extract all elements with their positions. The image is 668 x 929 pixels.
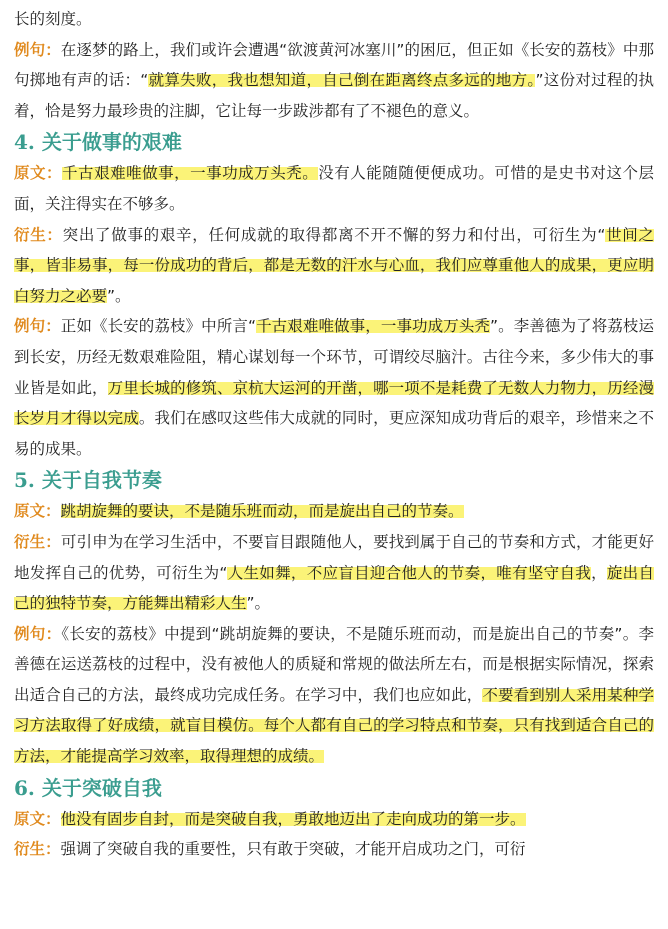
label-tag: 衍生： [14,225,63,244]
body-text: ”。李善德为了将荔枝运到长安，历经无数艰难险阻，精心谋划每一个环节，可谓绞尽脑汁。古往今来，多少伟大的事业皆是如此， [14,317,654,397]
body-text: 《长安的荔枝》中提到“跳胡旋舞的要诀，不是随乐班而动，而是旋出自己的节奏”。李善德在运送荔枝的过程中，没有被他人的质疑和常规的做法所左右，而是根据实际情况，探索出适合自己的方法，最终成功完成任务。在学习中，我们也应如此， [14,624,654,704]
paragraph [14,527,654,619]
body-text: 长的刻度。 [14,10,92,28]
highlighted-text: 不要看到别人采用某种学习方法取得了好成绩，就盲目模仿。 [14,685,654,735]
paragraph [14,158,654,219]
paragraph [14,4,654,35]
label-tag: 原文： [14,809,61,828]
body-text: 正如《长安的荔枝》中所言“ [60,317,256,336]
label-tag: 衍生： [14,840,61,859]
highlighted-text: 旋出自己的独特节奏，方能舞出精彩人生 [14,563,654,613]
label-tag: 原文： [14,164,63,183]
body-text: 突出了做事的艰辛，任何成就的取得都离不开不懈的努力和付出，可衍生为“ [62,225,606,244]
section-heading: 5. 关于自我节奏 [14,468,162,493]
highlighted-text: 人生如舞，不应盲目迎合他人的节奏，唯有坚守自我 [227,563,592,582]
label-tag: 例句： [14,40,61,59]
highlighted-text: 千古艰难唯做事，一事功成万头秃。 [62,164,319,183]
label-tag: 例句： [14,624,62,643]
highlighted-text: 他没有固步自封，而是突破自我，勇敢地迈出了走向成功的第一步。 [60,809,526,828]
highlighted-text: 就算失败，我也想知道，自己倒在距离终点多远的地方。 [148,71,536,90]
highlighted-text: 万里长城的修筑、京杭大运河的开凿，哪一项不是耗费了无数人力物力，历经漫长岁月才得以完成 [14,378,654,428]
section-heading: 4. 关于做事的艰难 [14,130,182,155]
body-text: 。我们在感叹这些伟大成就的同时，更应深知成功背后的艰辛，珍惜来之不易的成果。 [14,409,654,458]
paragraph [14,220,654,312]
paragraph [14,311,654,464]
highlighted-text: 世间之事，皆非易事，每一份成功的背后，都是无数的汗水与心血，我们应尊重他人的成果，更应明白努力之必要 [14,225,654,305]
label-tag: 原文： [14,502,61,521]
body-text: 强调了突破自我的重要性，只有敢于突破，才能开启成功之门，可衍 [60,840,526,859]
label-tag: 例句： [14,317,61,336]
paragraph [14,619,654,772]
paragraph [14,804,654,835]
paragraph [14,834,654,865]
paragraph [14,35,654,127]
section-heading: 6. 关于突破自我 [14,775,162,800]
body-text: ”这份对过程的执着，恰是努力最珍贵的注脚，它让每一步跋涉都有了不褪色的意义。 [14,71,654,120]
highlighted-text: 跳胡旋舞的要诀，不是随乐班而动，而是旋出自己的节奏。 [60,502,464,521]
body-text: ， [591,563,607,582]
body-text: ”。 [246,594,271,613]
label-tag: 衍生： [14,532,61,551]
body-text: 在逐梦的路上，我们或许会遭遇“欲渡黄河冰塞川”的困厄，但正如《长安的荔枝》中那句掷地有声的话：“ [14,40,654,90]
body-text: 可引申为在学习生活中，不要盲目跟随他人，要找到属于自己的节奏和方式，才能更好地发挥自己的优势，可衍生为“ [14,532,654,582]
paragraph [14,496,654,527]
highlighted-text: 每个人都有自己的学习特点和节奏，只有找到适合自己的方法，才能提高学习效率，取得理想的成绩。 [14,716,654,766]
body-text: 没有人能随随便便成功。可惜的是史书对这个层面，关注得实在不够多。 [14,164,654,213]
highlighted-text: 千古艰难唯做事，一事功成万头秃 [255,317,491,336]
body-text: ”。 [107,286,131,305]
